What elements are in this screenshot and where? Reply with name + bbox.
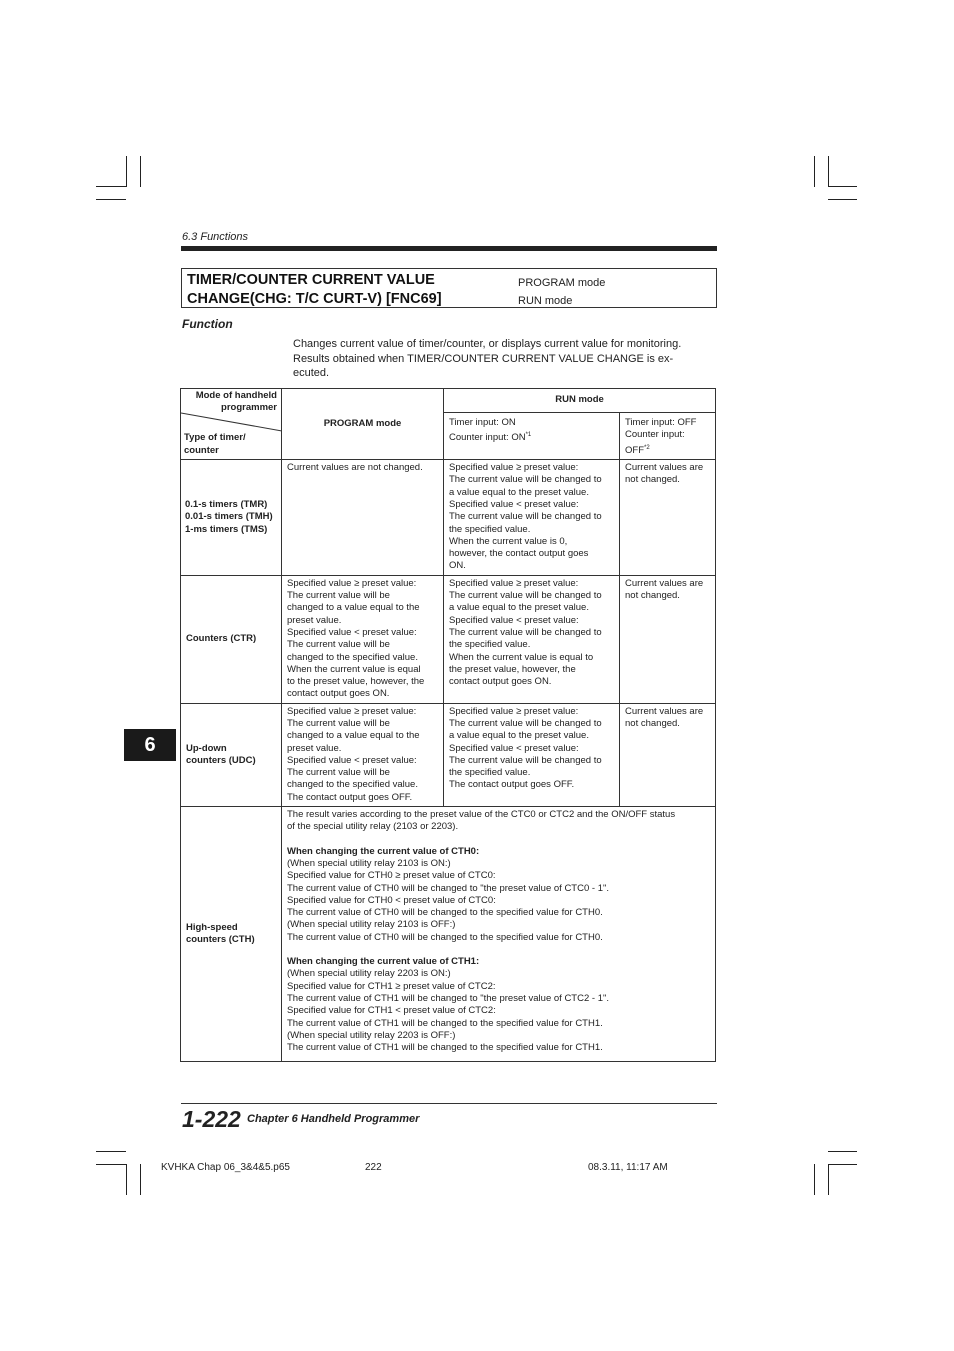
header-input-on [444, 413, 620, 460]
cell-cth-description: The result varies according to the preset value of the CTC0 or CTC2 and the ON/OFF status of the special utility relay (2103 or 2203). When changing the current value of CTH0: (When special utility relay 2103 is ON:) Specified value for CTH0 ≥ preset value of CTC0: The current value of CTH0 will be changed to "the preset value of CTC0 - 1". Specified value for CTH0 < preset value of CTC0: The current value of CTH0 will be changed to the specified value for CTH0. (When special utility relay 2103 is OFF:) The current value of CTH0 will be changed to the specified value for CTH0. When changing the current value of CTH1: (When special utility relay 2203 is ON:) Specified value for CTH1 ≥ preset value of CTC2: The current value of CTH1 will be changed to "the preset value of CTC2 - 1". Specified value for CTH1 < preset value of CTC2: The current value of CTH1 will be changed to the specified value for CTH1. (When special utility relay 2203 is OFF:) The current value of CTH1 will be changed to the specified value for CTH1. [282, 807, 716, 1062]
crop-mark [126, 156, 127, 187]
crop-mark [96, 1151, 126, 1152]
table-corner-header [181, 389, 282, 460]
page-title [187, 271, 442, 309]
chapter-tab: 6 [124, 729, 176, 761]
header-rule [181, 246, 717, 251]
applicable-modes [518, 274, 605, 310]
row-type: High-speed counters (CTH) [181, 807, 282, 1062]
header-run-mode: RUN mode [444, 389, 716, 413]
cth1-heading: When changing the current value of CTH1: [287, 956, 480, 968]
crop-mark [96, 186, 126, 187]
mode-run: RUN mode [518, 295, 573, 307]
corner-mode-label: Mode of handheld programmer [195, 390, 277, 414]
footnote-ref: *2 [644, 444, 650, 451]
header-counter-on: Counter input: ON$^{*1}$ [449, 432, 532, 444]
crop-mark [828, 199, 857, 200]
footer-sheet-number: 222 [365, 1162, 382, 1173]
header-timer-off: Timer input: OFF [625, 417, 697, 428]
cell-program: Specified value ≥ preset value: The current value will be changed to a value equal to the preset value. Specified value < preset value: The current value will be changed to the specified value. The contact output goes OFF. [282, 703, 444, 806]
cell-run-off: Current values are not changed. [620, 703, 716, 806]
row-type: 0.1-s timers (TMR) 0.01-s timers (TMH) 1-ms timers (TMS) [181, 460, 282, 576]
header-input-off [620, 413, 716, 460]
footer-timestamp: 08.3.11, 11:17 AM [588, 1162, 668, 1173]
table-row [181, 807, 716, 1062]
crop-mark [814, 1164, 815, 1195]
footer-rule [181, 1103, 717, 1104]
function-description: Changes current value of timer/counter, or displays current value for monitoring. Results obtained when TIMER/COUNTER CURRENT VALUE CHANGE is ex-ecuted. [293, 338, 682, 379]
footer-filename: KVHKA Chap 06_3&4&5.p65 [161, 1162, 290, 1173]
crop-mark [828, 1164, 857, 1165]
crop-mark [828, 186, 857, 187]
header-timer-on: Timer input: ON [449, 417, 516, 428]
function-heading: Function [182, 317, 233, 331]
page-number: 1-222 [182, 1106, 241, 1132]
table-row [181, 460, 716, 576]
cth0-heading: When changing the current value of CTH0: [287, 845, 480, 857]
header-counter-off: Counter input: [625, 429, 685, 441]
cell-program: Current values are not changed. [282, 460, 444, 576]
cell-run-off: Current values are not changed. [620, 460, 716, 576]
footnote-ref: *1 [525, 432, 532, 439]
crop-mark [814, 156, 815, 187]
row-type: Counters (CTR) [181, 575, 282, 703]
crop-mark [828, 1164, 829, 1195]
section-label: 6.3 Functions [182, 231, 249, 243]
cell-run-on: Specified value ≥ preset value: The current value will be changed to a value equal to the preset value. Specified value < preset value: The current value will be changed to the specified value. When the current value is 0, however, the contact output goes ON. [444, 460, 620, 576]
crop-mark [140, 156, 141, 187]
row-type: Up-down counters (UDC) [181, 703, 282, 806]
crop-mark [96, 1164, 126, 1165]
header-counter-off-value: OFF$^{*2}$ [625, 444, 650, 456]
cell-run-off: Current values are not changed. [620, 575, 716, 703]
title-line-2: CHANGE(CHG: T/C CURT-V) [FNC69] [187, 291, 442, 307]
corner-type-label: Type of timer/ counter [184, 432, 246, 456]
title-line-1: TIMER/COUNTER CURRENT VALUE [187, 272, 435, 288]
crop-mark [96, 199, 126, 200]
crop-mark [828, 156, 829, 187]
cell-program: Specified value ≥ preset value: The current value will be changed to a value equal to the preset value. Specified value < preset value: The current value will be changed to the specified value. When the current value is equal to the preset value, however, the contact output goes ON. [282, 575, 444, 703]
crop-mark [126, 1164, 127, 1195]
cell-run-on: Specified value ≥ preset value: The current value will be changed to a value equal to the preset value. Specified value < preset value: The current value will be changed to the specified value. The contact output goes OFF. [444, 703, 620, 806]
crop-mark [828, 1151, 857, 1152]
chapter-label: Chapter 6 Handheld Programmer [247, 1113, 420, 1125]
table-row [181, 703, 716, 806]
crop-mark [140, 1164, 141, 1195]
header-program-mode: PROGRAM mode [282, 389, 444, 460]
behavior-table [180, 388, 716, 1062]
cell-run-on: Specified value ≥ preset value: The current value will be changed to a value equal to the preset value. Specified value < preset value: The current value will be changed to the specified value. When the current value is equal to the preset value, however, the contact output goes ON. [444, 575, 620, 703]
mode-program: PROGRAM mode [518, 277, 606, 289]
table-row [181, 575, 716, 703]
